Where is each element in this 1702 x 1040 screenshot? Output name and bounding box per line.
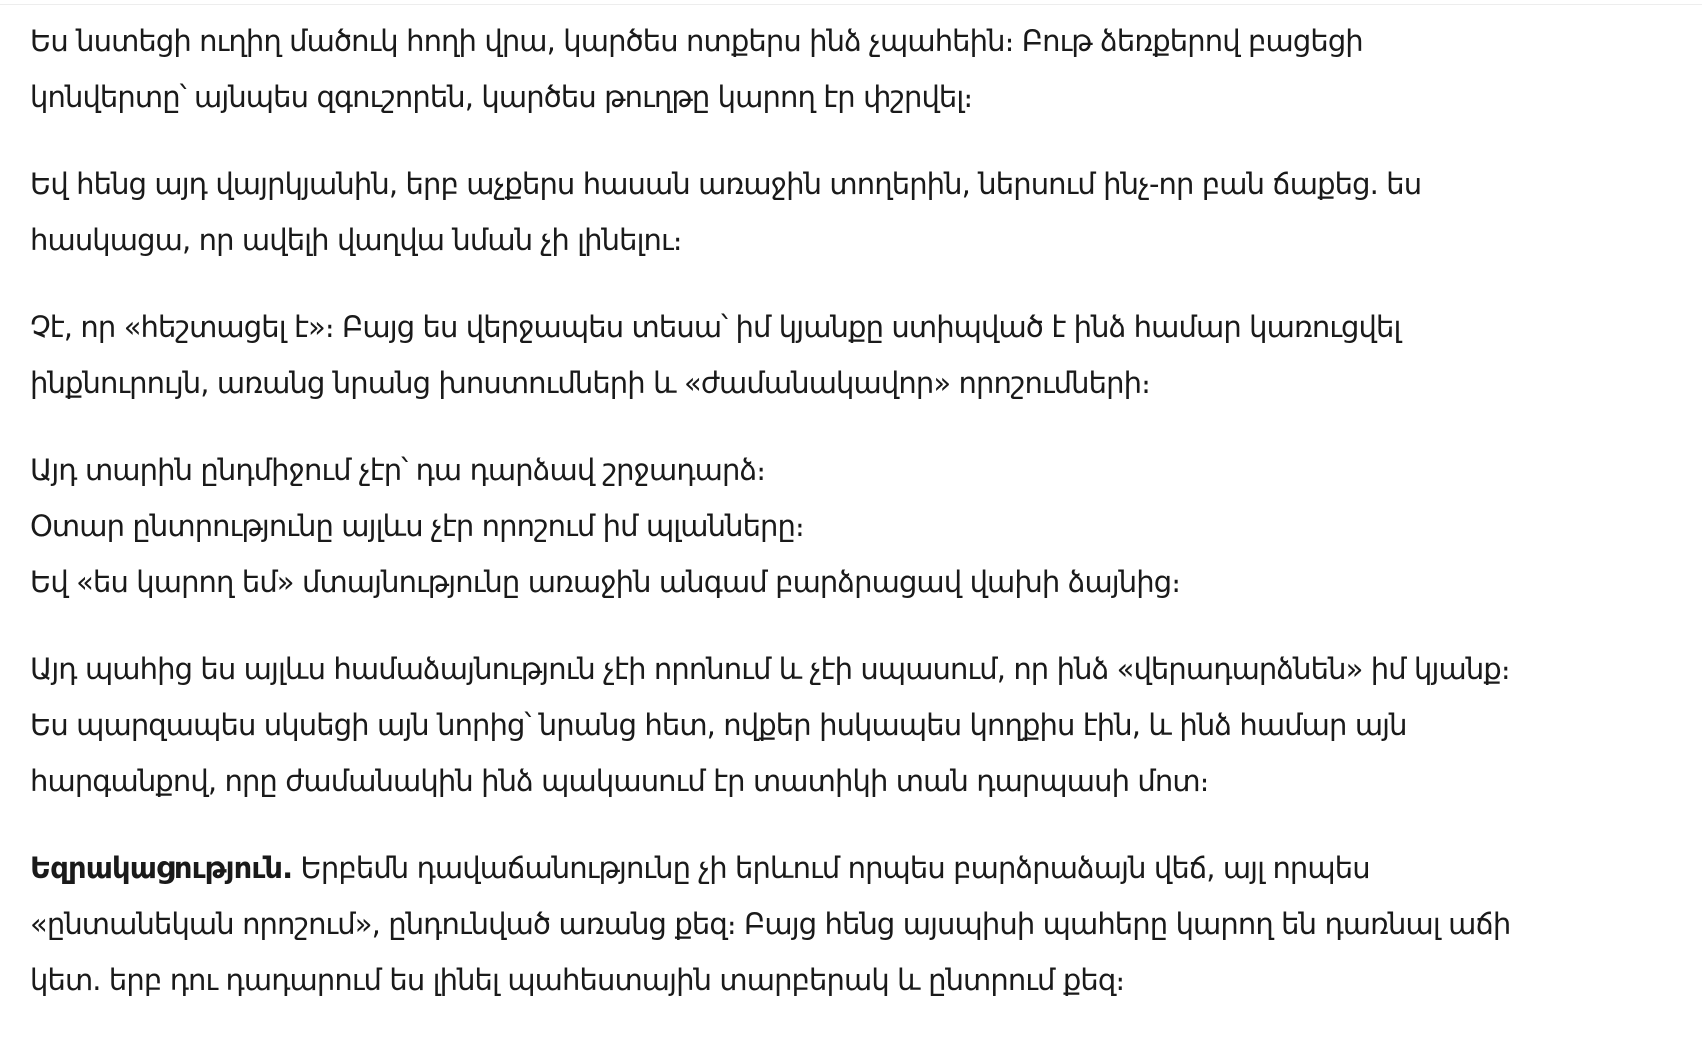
paragraph-line: Օտար ընտրությունը այլևս չէր որոշում իմ պլանները։ [30,509,804,543]
paragraph-1 [30,13,1680,125]
paragraph-2 [30,156,1680,268]
article-body [30,13,1680,1039]
conclusion-line-1 [30,840,1680,896]
paragraph-line: Այդ պահից ես այլևս համաձայնություն չէի որոնում և չէի սպասում, որ ինձ «վերադարձնեն» իմ կյանք։ [30,652,1510,686]
paragraph-5 [30,641,1680,809]
conclusion-line-1-rest: Երբեմն դավաճանությունը չի երևում որպես բարձրաձայն վեճ, այլ որպես [292,851,1370,885]
paragraph-3 [30,299,1680,411]
paragraph-line: հարգանքով, որը ժամանակին ինձ պակասում էր տատիկի տան դարպասի մոտ։ [30,764,1209,798]
paragraph-line: Եվ հենց այդ վայրկյանին, երբ աչքերս հասան առաջին տողերին, ներսում ինչ-որ բան ճաքեց. ես [30,167,1422,201]
conclusion-paragraph [30,840,1680,1008]
conclusion-line-3: կետ. երբ դու դադարում ես լինել պահեստային տարբերակ և ընտրում քեզ։ [30,963,1125,997]
paragraph-line: Եվ «ես կարող եմ» մտայնությունը առաջին անգամ բարձրացավ վախի ձայնից։ [30,565,1181,599]
conclusion-lead: Եզրակացություն. [30,851,293,885]
paragraph-line: կոնվերտը՝ այնպես զգուշորեն, կարծես թուղթը կարող էր փշրվել։ [30,80,973,114]
paragraph-4 [30,442,1680,610]
paragraph-line: Չէ, որ «հեշտացել է»։ Բայց ես վերջապես տեսա՝ իմ կյանքը ստիպված է ինձ համար կառուցվել [30,310,1401,344]
paragraph-line: հասկացա, որ ավելի վաղվա նման չի լինելու։ [30,223,682,257]
paragraph-line: Ես պարզապես սկսեցի այն նորից՝ նրանց հետ, ովքեր իսկապես կողքիս էին, և ինձ համար այն [30,708,1407,742]
top-divider [0,4,1702,5]
paragraph-line: ինքնուրույն, առանց նրանց խոստումների և «ժամանակավոր» որոշումների։ [30,366,1150,400]
paragraph-line: Ես նստեցի ուղիղ մածուկ հողի վրա, կարծես ոտքերս ինձ չպահեին։ Բութ ձեռքերով բացեցի [30,24,1363,58]
conclusion-line-2: «ընտանեկան որոշում», ընդունված առանց քեզ։ Բայց հենց այսպիսի պահերը կարող են դառնալ աճի [30,907,1511,941]
paragraph-line: Այդ տարին ընդմիջում չէր՝ դա դարձավ շրջադարձ։ [30,453,766,487]
